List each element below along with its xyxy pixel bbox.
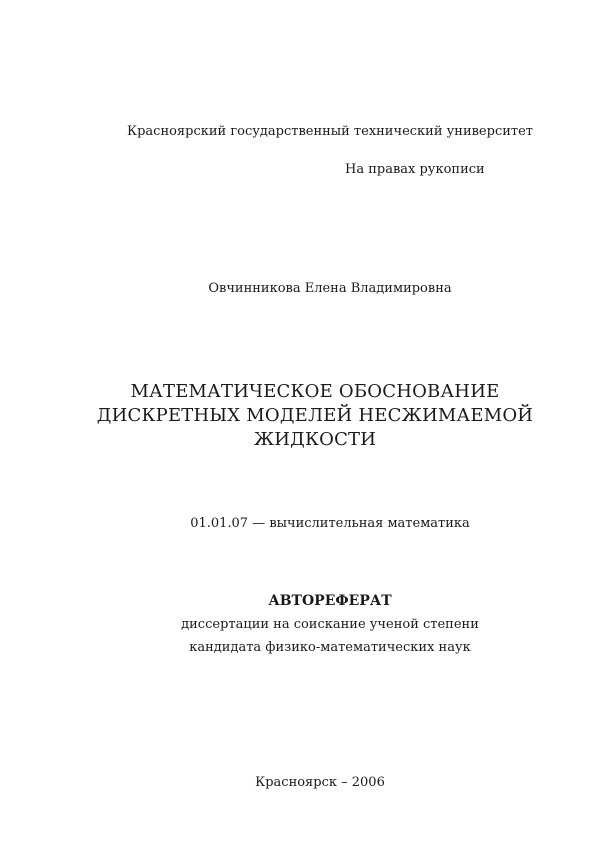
abstract-degree-line: кандидата физико-математических наук: [189, 640, 471, 655]
abstract-description-line: диссертации на соискание ученой степени: [181, 617, 479, 632]
place-and-year: Красноярск – 2006: [255, 775, 385, 790]
abstract-heading: АВТОРЕФЕРАТ: [268, 593, 392, 609]
title-line: МАТЕМАТИЧЕСКОЕ ОБОСНОВАНИЕ: [130, 381, 500, 402]
title-line: ЖИДКОСТИ: [253, 429, 377, 450]
title-line: ДИСКРЕТНЫХ МОДЕЛЕЙ НЕСЖИМАЕМОЙ: [96, 405, 534, 426]
university-name: Красноярский государственный технический университет: [127, 124, 533, 139]
dissertation-title: [80, 380, 550, 452]
author-name: Овчинникова Елена Владимировна: [208, 281, 452, 296]
specialty-code: 01.01.07 — вычислительная математика: [190, 516, 470, 531]
manuscript-note: На правах рукописи: [345, 162, 485, 177]
